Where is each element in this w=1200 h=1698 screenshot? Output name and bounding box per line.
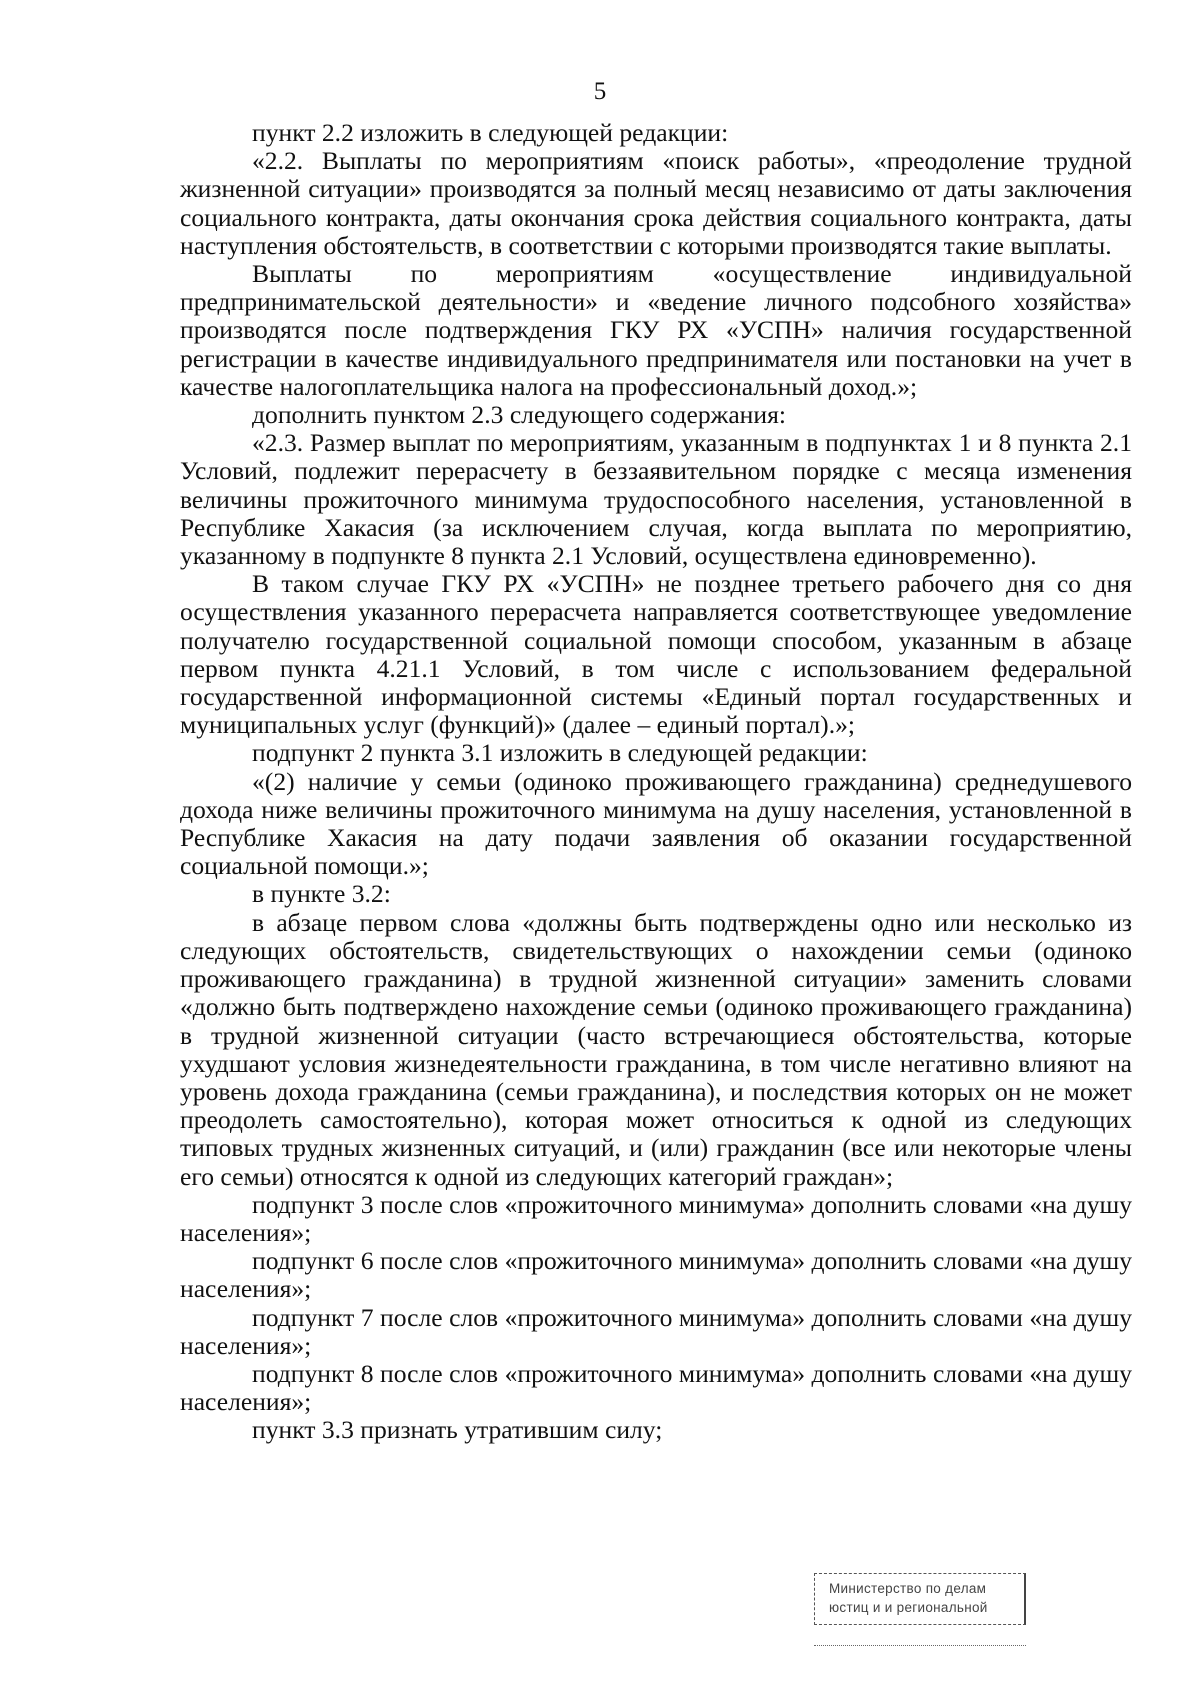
paragraph: в абзаце первом слова «должны быть подтверждены одно или несколько из следующих обстоятельств, свидетельствующих о нахождении семьи (одиноко проживающего гражданина) в трудной жизненной ситуации» заменить словами «должно быть подтверждено нахождение семьи (одиноко проживающего гражданина) в трудной жизненной ситуации (часто встречающиеся обстоятельства, которые ухудшают условия жизнедеятельности гражданина, в том числе негативно влияют на уровень дохода гражданина (семьи гражданина), и последствия которых он не может преодолеть самостоятельно), которая может относиться к одной из следующих типовых трудных жизненных ситуаций, и (или) гражданин (все или некоторые члены его семьи) относятся к одной из следующих категорий граждан»;	[180, 907, 1132, 1191]
paragraph: подпункт 3 после слов «прожиточного минимума» дополнить словами «на душу населения»;	[180, 1189, 1132, 1247]
document-body	[180, 119, 1132, 1445]
stamp-line-1: Министерство по делам	[829, 1581, 987, 1596]
paragraph: пункт 2.2 изложить в следующей редакции:	[252, 118, 729, 147]
stamp-line-2: юстиц и и региональной	[829, 1600, 988, 1615]
paragraph: подпункт 6 после слов «прожиточного минимума» дополнить словами «на душу населения»;	[180, 1246, 1132, 1304]
paragraph: «(2) наличие у семьи (одиноко проживающего гражданина) среднедушевого дохода ниже величины прожиточного минимума на душу населения, установленной в Республике Хакасия на дату подачи заявления об оказании государственной социальной помощи.»;	[180, 766, 1132, 881]
paragraph: дополнить пунктом 2.3 следующего содержания:	[252, 400, 786, 430]
page-number: 5	[593, 78, 607, 105]
paragraph: пункт 3.3 признать утратившим силу;	[252, 1415, 663, 1445]
paragraph: В таком случае ГКУ РХ «УСПН» не позднее третьего рабочего дня со дня осуществления указанного перерасчета направляется соответствующее уведомление получателю государственной социальной помощи способом, указанным в абзаце первом пункта 4.21.1 Условий, в том числе с использованием федеральной государственной информационной системы «Единый портал государственных и муниципальных услуг (функций)» (далее – единый портал).»;	[180, 569, 1132, 740]
ministry-stamp	[814, 1573, 1026, 1625]
paragraph: подпункт 7 после слов «прожиточного минимума» дополнить словами «на душу населения»;	[180, 1302, 1132, 1360]
stamp-underline	[814, 1645, 1026, 1646]
paragraph: подпункт 2 пункта 3.1 изложить в следующей редакции:	[252, 738, 868, 768]
paragraph: «2.2. Выплаты по мероприятиям «поиск работы», «преодоление трудной жизненной ситуации» производятся за полный месяц независимо от даты заключения социального контракта, даты окончания срока действия социального контракта, даты наступления обстоятельств, в соответствии с которыми производятся такие выплаты.	[180, 146, 1132, 260]
paragraph: подпункт 8 после слов «прожиточного минимума» дополнить словами «на душу населения»;	[180, 1358, 1132, 1417]
paragraph: «2.3. Размер выплат по мероприятиям, указанным в подпунктах 1 и 8 пункта 2.1 Условий, подлежит перерасчету в беззаявительном порядке с месяца изменения величины прожиточного минимума трудоспособного населения, установленной в Республике Хакасия (за исключением случая, когда выплата по мероприятию, указанному в подпункте 8 пункта 2.1 Условий, осуществлена единовременно).	[180, 428, 1132, 571]
paragraph: в пункте 3.2:	[252, 879, 391, 909]
paragraph: Выплаты по мероприятиям «осуществление индивидуальной предпринимательской деятельности» и «ведение личного подсобного хозяйства» производятся после подтверждения ГКУ РХ «УСПН» наличия государственной регистрации в качестве индивидуального предпринимателя или постановки на учет в качестве налогоплательщика налога на профессиональный доход.»;	[180, 259, 1132, 401]
